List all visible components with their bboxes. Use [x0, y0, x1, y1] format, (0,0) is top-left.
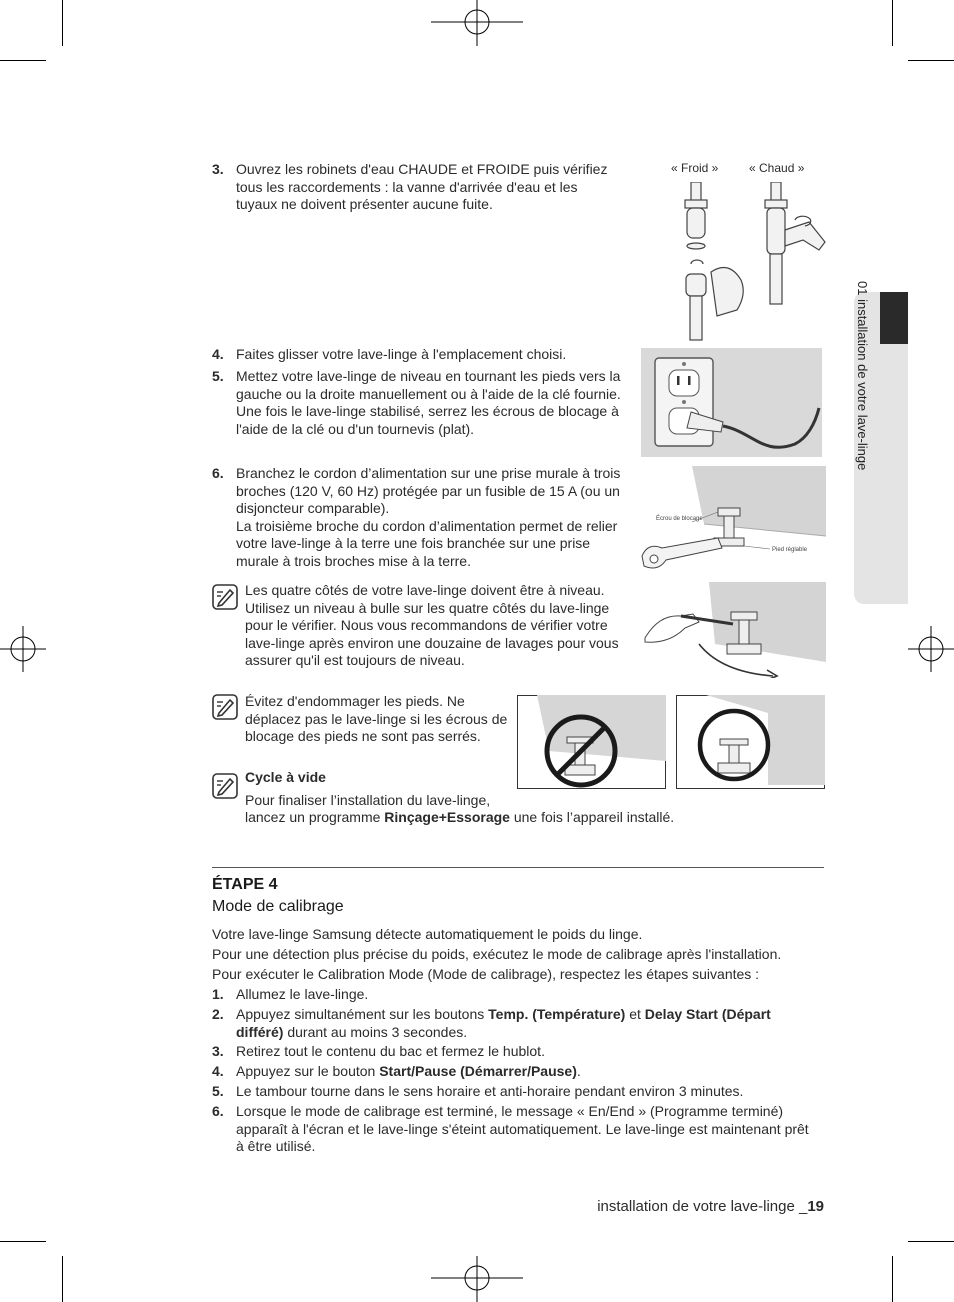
- figure-adjustable-foot-wrench: [634, 466, 826, 576]
- figure-faucets: [655, 158, 827, 343]
- crop-mark: [892, 0, 893, 46]
- crop-mark: [908, 60, 954, 61]
- note-title: Cycle à vide: [245, 769, 326, 785]
- registration-target-left: [0, 626, 46, 672]
- step-text: Mettez votre lave-linge de niveau en tournant les pieds vers la gauche ou la droite manuellement ou à l'aide de la clé fournie. Une fois le lave-linge stabilisé, serrez les écrous de blocage à l'aide de la clé ou d'un tournevis (plat).: [236, 368, 621, 437]
- calibration-step-2: 2. Appuyez simultanément sur les boutons Temp. (Température) et Delay Start (Départ différé) durant au moins 3 secondes.: [212, 1006, 771, 1040]
- registration-target-top: [431, 0, 523, 46]
- crop-mark: [908, 1241, 954, 1242]
- note-line: Pour finaliser l’installation du lave-linge,: [245, 791, 491, 808]
- crop-mark: [0, 60, 46, 61]
- figure-screwdriver-foot: [643, 582, 826, 678]
- note-icon: [212, 773, 238, 799]
- instruction-step-5: [212, 368, 632, 438]
- step-text: Ouvrez les robinets d'eau CHAUDE et FROIDE puis vérifiez tous les raccordements : la vanne d'arrivée d'eau et les tuyaux ne doivent présenter aucune fuite.: [236, 161, 608, 212]
- foot-label: Pied réglable: [772, 547, 808, 553]
- side-tab-label: 01 installation de votre lave-linge: [855, 281, 870, 471]
- intro-paragraph: Pour exécuter le Calibration Mode (Mode de calibrage), respectez les étapes suivantes :: [212, 966, 760, 982]
- calibration-step-3: 3. Retirez tout le contenu du bac et fermez le hublot.: [212, 1043, 545, 1059]
- note-line: lancez un programme Rinçage+Essorage une fois l’appareil installé.: [245, 809, 675, 825]
- page-number: 19: [807, 1198, 824, 1215]
- calibration-step-6: 6. Lorsque le mode de calibrage est terminé, le message « En/End » (Programme terminé) apparaît à l'écran et le lave-linge s'éteint automatiquement. Le lave-linge est maintenant prêt à être utilisé.: [212, 1103, 809, 1154]
- footer-text: installation de votre lave-linge _: [597, 1198, 808, 1215]
- note-level: Les quatre côtés de votre lave-linge doivent être à niveau. Utilisez un niveau à bulle sur les quatre côtés du lave-linge pour le vérifier. Nous vous recommandons de vérifier votre lave-linge après environ une douzaine de lavages pour vous assurer qu'il est toujours de niveau.: [245, 582, 619, 668]
- step-number: 5.: [212, 368, 224, 384]
- calibration-step-4: 4. Appuyez sur le bouton Start/Pause (Démarrer/Pause).: [212, 1063, 581, 1079]
- cold-label: « Froid »: [671, 161, 719, 175]
- instruction-step-3: [212, 161, 622, 214]
- note-icon: [212, 584, 238, 610]
- hot-label: « Chaud »: [749, 161, 805, 175]
- intro-paragraph: Pour une détection plus précise du poids, exécutez le mode de calibrage après l'installation.: [212, 946, 782, 962]
- note-empty-cycle: [245, 769, 715, 827]
- page-footer: [597, 1197, 824, 1217]
- intro-paragraph: Votre lave-linge Samsung détecte automatiquement le poids du linge.: [212, 926, 643, 942]
- crop-mark: [0, 1241, 46, 1242]
- side-tab-marker: [880, 292, 908, 344]
- step-text-continued: La troisième broche du cordon d’alimentation permet de relier votre lave-linge à la terre une fois branchée sur une prise murale à trois broches mise à la terre.: [236, 517, 618, 569]
- section-subheading: Mode de calibrage: [212, 898, 344, 915]
- step-text: Faites glisser votre lave-linge à l'emplacement choisi.: [236, 346, 567, 362]
- step-number: 3.: [212, 161, 224, 177]
- crop-mark: [62, 0, 63, 46]
- step-text: Branchez le cordon d’alimentation sur une prise murale à trois broches (120 V, 60 Hz) protégée par un fusible de 15 A (ou un disjoncteur comparable).: [236, 465, 621, 516]
- step-number: 6.: [212, 465, 224, 481]
- step-number: 4.: [212, 346, 224, 362]
- figure-wall-outlet: [641, 348, 822, 457]
- registration-target-bottom: [431, 1256, 523, 1302]
- calibration-step-1: 1. Allumez le lave-linge.: [212, 986, 369, 1002]
- crop-mark: [62, 1256, 63, 1302]
- note-icon: [212, 694, 238, 720]
- calibration-step-5: 5. Le tambour tourne dans le sens horaire et anti-horaire pendant environ 3 minutes.: [212, 1083, 744, 1099]
- registration-target-right: [908, 626, 954, 672]
- nut-label: Écrou de blocage: [656, 516, 703, 522]
- section-divider: [212, 867, 824, 868]
- instruction-step-6: [212, 465, 622, 570]
- faucet-illustration: [655, 182, 827, 342]
- instruction-step-4: [212, 346, 632, 364]
- crop-mark: [892, 1256, 893, 1302]
- note-feet-damage: Évitez d'endommager les pieds. Ne déplacez pas le lave-linge si les écrous de blocage des pieds ne sont pas serrés.: [245, 693, 508, 744]
- section-heading: ÉTAPE 4: [212, 876, 278, 893]
